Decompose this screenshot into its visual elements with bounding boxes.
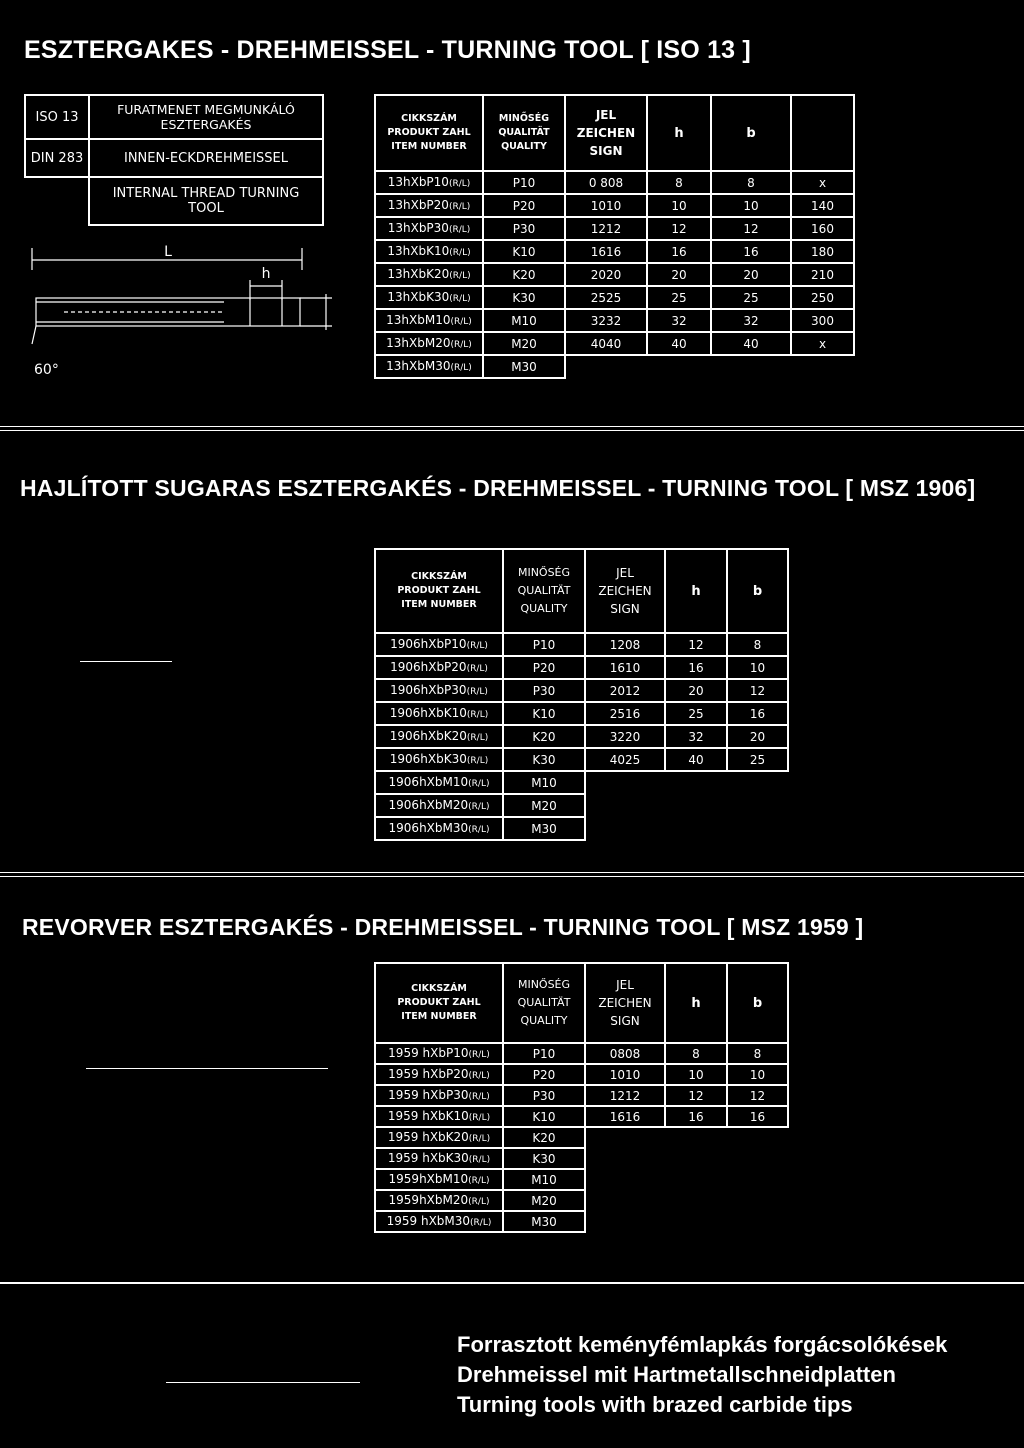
cell-h: 12 (665, 633, 727, 656)
col-header-item-number: CIKKSZÁM PRODUKT ZAHL ITEM NUMBER (375, 95, 483, 171)
iso13-info-box (24, 94, 324, 226)
cell-quality: K20 (503, 725, 585, 748)
drawing-label-h: h (261, 266, 271, 282)
table-row (375, 794, 788, 817)
cell-b: 12 (727, 679, 788, 702)
section3-image-placeholder-line (86, 1068, 328, 1069)
msz1959-table (374, 962, 789, 1233)
cell-item-number: 1959 hXbK30(R/L) (375, 1148, 503, 1169)
table-row (375, 1169, 788, 1190)
cell-sign: 3232 (565, 309, 647, 332)
divider-2 (0, 872, 1024, 877)
cell-item-number: 13hXbK10(R/L) (375, 240, 483, 263)
cell-h: 8 (647, 171, 711, 194)
msz1906-table (374, 548, 789, 841)
cell-item-number: 1906hXbP20(R/L) (375, 656, 503, 679)
table-row (375, 171, 854, 194)
cell-b: 40 (711, 332, 791, 355)
cell-quality: K30 (503, 748, 585, 771)
info-blank (25, 177, 89, 225)
table-row (375, 771, 788, 794)
cell-quality: P20 (503, 656, 585, 679)
cell-quality: K10 (503, 1106, 585, 1127)
cell-quality: P30 (483, 217, 565, 240)
cell-x: x (791, 332, 854, 355)
table-row (375, 725, 788, 748)
cell-b: 16 (727, 1106, 788, 1127)
cell-quality: K10 (483, 240, 565, 263)
cell-sign: 1212 (565, 217, 647, 240)
col-header-quality: MINŐSÉG QUALITÄT QUALITY (503, 963, 585, 1043)
cell-item-number: 1959hXbM10(R/L) (375, 1169, 503, 1190)
cell-empty (585, 1148, 788, 1169)
cell-item-number: 1906hXbP10(R/L) (375, 633, 503, 656)
table-row (375, 1148, 788, 1169)
col-header-sign: JEL ZEICHEN SIGN (585, 963, 665, 1043)
cell-item-number: 13hXbP10(R/L) (375, 171, 483, 194)
cell-item-number: 1959 hXbK10(R/L) (375, 1106, 503, 1127)
cell-empty (585, 817, 788, 840)
cell-x: 250 (791, 286, 854, 309)
col-header-extra (791, 95, 854, 171)
cell-sign: 1610 (585, 656, 665, 679)
divider-1 (0, 426, 1024, 431)
col-header-item-number: CIKKSZÁM PRODUKT ZAHL ITEM NUMBER (375, 549, 503, 633)
divider-3 (0, 1282, 1024, 1284)
cell-quality: M30 (503, 817, 585, 840)
cell-item-number: 1906hXbM30(R/L) (375, 817, 503, 840)
cell-x: 180 (791, 240, 854, 263)
table-row (375, 217, 854, 240)
cell-item-number: 1959 hXbK20(R/L) (375, 1127, 503, 1148)
table-row (375, 1190, 788, 1211)
cell-h: 32 (665, 725, 727, 748)
table-row (375, 633, 788, 656)
cell-x: 160 (791, 217, 854, 240)
table-row (375, 1211, 788, 1232)
cell-b: 10 (711, 194, 791, 217)
table-row (375, 1106, 788, 1127)
cell-h: 20 (647, 263, 711, 286)
cell-empty (585, 794, 788, 817)
cell-sign: 1212 (585, 1085, 665, 1106)
cell-b: 8 (727, 633, 788, 656)
section2-title: HAJLÍTOTT SUGARAS ESZTERGAKÉS - DREHMEISSEL - TURNING TOOL [ MSZ 1906] (20, 475, 976, 501)
cell-quality: P10 (503, 1043, 585, 1064)
cell-h: 12 (665, 1085, 727, 1106)
cell-quality: M20 (503, 794, 585, 817)
cell-item-number: 1959 hXbP30(R/L) (375, 1085, 503, 1106)
cell-h: 12 (647, 217, 711, 240)
cell-h: 16 (665, 1106, 727, 1127)
cell-item-number: 1906hXbK10(R/L) (375, 702, 503, 725)
info-en: INTERNAL THREAD TURNING TOOL (89, 177, 323, 225)
din-label: DIN 283 (25, 139, 89, 177)
cell-quality: M30 (503, 1211, 585, 1232)
cell-quality: K10 (503, 702, 585, 725)
cell-quality: M20 (483, 332, 565, 355)
cell-h: 10 (647, 194, 711, 217)
cell-sign: 4025 (585, 748, 665, 771)
cell-item-number: 1906hXbK30(R/L) (375, 748, 503, 771)
cell-quality: P20 (503, 1064, 585, 1085)
table-row (375, 1127, 788, 1148)
cell-quality: P30 (503, 679, 585, 702)
cell-b: 8 (711, 171, 791, 194)
cell-sign: 1616 (585, 1106, 665, 1127)
table-row (375, 286, 854, 309)
cell-quality: P20 (483, 194, 565, 217)
cell-empty (565, 355, 854, 378)
col-header-b: b (727, 549, 788, 633)
cell-b: 25 (711, 286, 791, 309)
table-row (375, 332, 854, 355)
col-header-sign: JEL ZEICHEN SIGN (585, 549, 665, 633)
cell-quality: P10 (483, 171, 565, 194)
cell-item-number: 1959 hXbP20(R/L) (375, 1064, 503, 1085)
table-row (375, 748, 788, 771)
cell-sign: 0 808 (565, 171, 647, 194)
cell-b: 25 (727, 748, 788, 771)
cell-b: 16 (727, 702, 788, 725)
cell-b: 32 (711, 309, 791, 332)
cell-empty (585, 771, 788, 794)
table-row (375, 679, 788, 702)
table-row (375, 355, 854, 378)
cell-sign: 1616 (565, 240, 647, 263)
cell-b: 8 (727, 1043, 788, 1064)
drawing-label-L: L (164, 244, 172, 260)
cell-quality: K20 (503, 1127, 585, 1148)
table-row (375, 702, 788, 725)
table-row (375, 1085, 788, 1106)
cell-x: 210 (791, 263, 854, 286)
cell-item-number: 1906hXbP30(R/L) (375, 679, 503, 702)
cell-sign: 1208 (585, 633, 665, 656)
cell-item-number: 1959hXbM20(R/L) (375, 1190, 503, 1211)
cell-x: 140 (791, 194, 854, 217)
cell-sign: 3220 (585, 725, 665, 748)
cell-h: 40 (647, 332, 711, 355)
cell-empty (585, 1169, 788, 1190)
cell-item-number: 13hXbP30(R/L) (375, 217, 483, 240)
cell-h: 25 (665, 702, 727, 725)
info-hu: FURATMENET MEGMUNKÁLÓ ESZTERGAKÉS (89, 95, 323, 139)
cell-item-number: 13hXbM20(R/L) (375, 332, 483, 355)
col-header-quality: MINŐSÉG QUALITÄT QUALITY (483, 95, 565, 171)
cell-item-number: 13hXbM30(R/L) (375, 355, 483, 378)
cell-item-number: 1959 hXbP10(R/L) (375, 1043, 503, 1064)
table-row (375, 656, 788, 679)
cell-quality: K30 (483, 286, 565, 309)
col-header-h: h (665, 549, 727, 633)
col-header-sign: JEL ZEICHEN SIGN (565, 95, 647, 171)
col-header-item-number: CIKKSZÁM PRODUKT ZAHL ITEM NUMBER (375, 963, 503, 1043)
cell-h: 8 (665, 1043, 727, 1064)
cell-empty (585, 1190, 788, 1211)
cell-sign: 1010 (565, 194, 647, 217)
cell-quality: M30 (483, 355, 565, 378)
cell-b: 20 (727, 725, 788, 748)
table-row (375, 309, 854, 332)
cell-x: 300 (791, 309, 854, 332)
col-header-h: h (665, 963, 727, 1043)
cell-empty (585, 1211, 788, 1232)
cell-item-number: 1906hXbM10(R/L) (375, 771, 503, 794)
col-header-quality: MINŐSÉG QUALITÄT QUALITY (503, 549, 585, 633)
table-row (375, 817, 788, 840)
cell-sign: 2020 (565, 263, 647, 286)
cell-quality: P10 (503, 633, 585, 656)
table-row (375, 1064, 788, 1085)
cell-h: 25 (647, 286, 711, 309)
cell-b: 16 (711, 240, 791, 263)
cell-item-number: 1906hXbK20(R/L) (375, 725, 503, 748)
cell-h: 32 (647, 309, 711, 332)
cell-quality: M10 (503, 1169, 585, 1190)
cell-item-number: 1906hXbM20(R/L) (375, 794, 503, 817)
cell-b: 12 (711, 217, 791, 240)
cell-b: 10 (727, 1064, 788, 1085)
drawing-angle: 60° (34, 362, 59, 378)
cell-sign: 2012 (585, 679, 665, 702)
cell-quality: K20 (483, 263, 565, 286)
cell-b: 20 (711, 263, 791, 286)
cell-h: 16 (665, 656, 727, 679)
footer-line-hu: Forrasztott keményfémlapkás forgácsolókések (457, 1332, 948, 1357)
cell-quality: K30 (503, 1148, 585, 1169)
cell-item-number: 13hXbP20(R/L) (375, 194, 483, 217)
footer-image-placeholder-line (166, 1382, 360, 1383)
cell-sign: 2525 (565, 286, 647, 309)
iso13-table (374, 94, 855, 379)
cell-x: x (791, 171, 854, 194)
col-header-b: b (727, 963, 788, 1043)
table-row (375, 194, 854, 217)
table-row (375, 1043, 788, 1064)
cell-quality: M10 (503, 771, 585, 794)
section3-title: REVORVER ESZTERGAKÉS - DREHMEISSEL - TURNING TOOL [ MSZ 1959 ] (22, 914, 864, 940)
footer-line-de: Drehmeissel mit Hartmetallschneidplatten (457, 1362, 896, 1387)
cell-h: 10 (665, 1064, 727, 1085)
cell-sign: 4040 (565, 332, 647, 355)
cell-h: 16 (647, 240, 711, 263)
cell-empty (585, 1127, 788, 1148)
cell-quality: P30 (503, 1085, 585, 1106)
col-header-h: h (647, 95, 711, 171)
cell-item-number: 13hXbK20(R/L) (375, 263, 483, 286)
cell-quality: M20 (503, 1190, 585, 1211)
cell-item-number: 1959 hXbM30(R/L) (375, 1211, 503, 1232)
cell-h: 40 (665, 748, 727, 771)
footer-line-en: Turning tools with brazed carbide tips (457, 1392, 853, 1417)
cell-item-number: 13hXbM10(R/L) (375, 309, 483, 332)
cell-sign: 0808 (585, 1043, 665, 1064)
tool-outline (32, 248, 332, 344)
cell-h: 20 (665, 679, 727, 702)
section2-image-placeholder-line (80, 661, 172, 662)
info-de: INNEN-ECKDREHMEISSEL (89, 139, 323, 177)
table-row (375, 263, 854, 286)
iso-label: ISO 13 (25, 95, 89, 139)
table-row (375, 240, 854, 263)
footer-text (457, 1330, 947, 1420)
cell-b: 10 (727, 656, 788, 679)
section1-title: ESZTERGAKES - DREHMEISSEL - TURNING TOOL [ ISO 13 ] (24, 36, 751, 64)
cell-quality: M10 (483, 309, 565, 332)
cell-sign: 1010 (585, 1064, 665, 1085)
cell-sign: 2516 (585, 702, 665, 725)
tool-drawing (28, 240, 348, 350)
col-header-b: b (711, 95, 791, 171)
cell-item-number: 13hXbK30(R/L) (375, 286, 483, 309)
cell-b: 12 (727, 1085, 788, 1106)
